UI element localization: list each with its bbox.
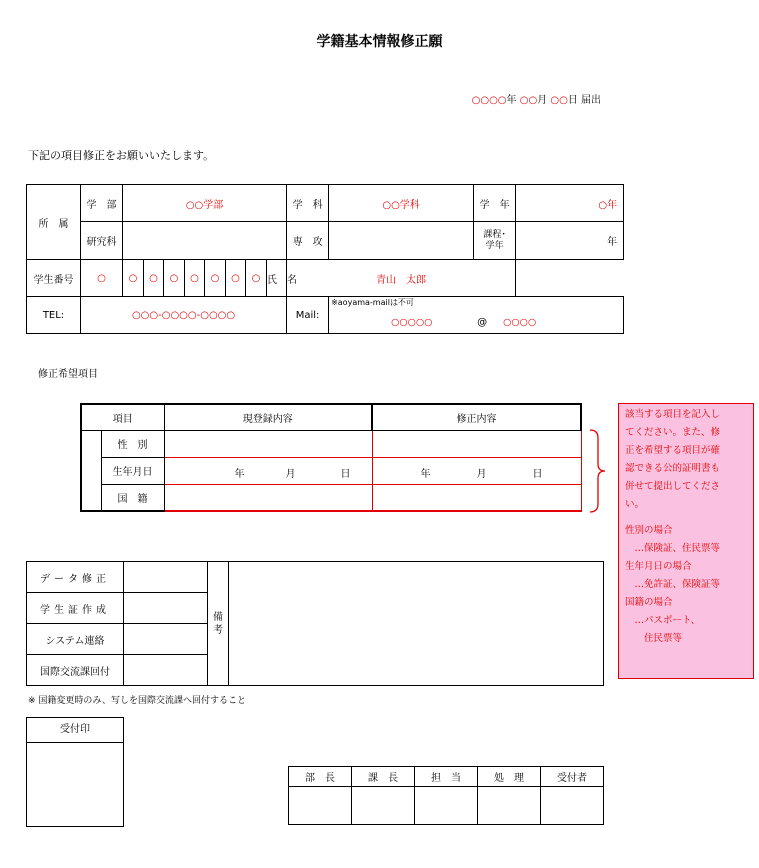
note-line: 認できる公的証明書も	[625, 463, 721, 474]
approval-head: 部 長	[289, 767, 352, 787]
student-number-digit[interactable]: ○	[144, 260, 164, 297]
student-number-digit[interactable]: ○	[164, 260, 185, 297]
department-label: 学 科	[287, 185, 329, 222]
grade-label: 学 年	[474, 185, 516, 222]
submission-date	[472, 91, 601, 106]
mail-at: @	[477, 317, 488, 328]
student-number-digit[interactable]: ○	[81, 260, 123, 297]
footnote: ※ 国籍変更時のみ、写しを国際交流課へ回付すること	[28, 696, 246, 706]
date-day[interactable]: ○○	[550, 95, 568, 106]
approval-stamp-cell[interactable]	[415, 787, 478, 825]
date-unit-month: 月	[476, 468, 487, 480]
row-spacer	[81, 430, 101, 511]
current-birthdate[interactable]	[164, 457, 372, 484]
row-label-birthdate: 生年月日	[101, 457, 164, 484]
student-number-digit[interactable]: ○	[205, 260, 226, 297]
note-case: …パスポート、	[625, 615, 701, 626]
new-birthdate[interactable]	[372, 457, 581, 484]
corrections-table	[80, 403, 582, 512]
student-number-label: 学生番号	[27, 260, 81, 297]
mail-note: ※aoyama-mailは不可	[331, 298, 414, 307]
note-line: い。	[625, 499, 645, 510]
approval-stamp-cell[interactable]	[478, 787, 541, 825]
approval-stamp-cell[interactable]	[541, 787, 604, 825]
note-line: 該当する項目を記入し	[625, 409, 721, 420]
course-label-line2: 学年	[485, 240, 504, 251]
note-case: 住民票等	[625, 633, 683, 644]
note-line: 併せて提出してくださ	[625, 481, 721, 492]
office-row-id-card: 学生証作成	[27, 593, 124, 624]
approval-stamp-cell[interactable]	[352, 787, 415, 825]
faculty-label: 学 部	[81, 185, 123, 222]
approval-head: 担 当	[415, 767, 478, 787]
office-row-system-contact: システム連絡	[27, 624, 124, 655]
student-number-digit[interactable]: ○	[226, 260, 246, 297]
name-value[interactable]: 青山 太郎	[287, 260, 516, 297]
office-check-cell[interactable]	[124, 624, 208, 655]
course-label	[474, 222, 516, 260]
date-suffix: 届出	[581, 95, 601, 106]
instruction-note	[618, 403, 754, 679]
date-unit-year: 年	[234, 468, 245, 480]
note-case: …保険証、住民票等	[625, 543, 721, 554]
date-unit-day: 日	[340, 468, 351, 480]
section-title-corrections: 修正希望項目	[38, 369, 98, 380]
row-label-gender: 性 別	[101, 430, 164, 457]
note-case: 生年月日の場合	[625, 561, 692, 572]
student-number-digit[interactable]: ○	[123, 260, 144, 297]
mail-domain[interactable]: ○○○○	[503, 317, 537, 328]
date-year[interactable]: ○○○○	[471, 95, 507, 106]
mail-label: Mail:	[287, 297, 329, 334]
date-unit-year: 年	[420, 468, 431, 480]
date-month-unit: 月	[537, 95, 548, 106]
reception-stamp-box[interactable]	[26, 717, 124, 827]
remarks-area[interactable]	[229, 562, 604, 686]
office-check-cell[interactable]	[124, 655, 208, 686]
date-year-unit: 年	[506, 95, 517, 106]
new-gender[interactable]	[372, 430, 581, 457]
header-item: 項目	[81, 404, 164, 430]
tel-label: TEL:	[27, 297, 81, 334]
grade-value[interactable]: ○年	[516, 185, 624, 222]
note-case: 国籍の場合	[625, 597, 673, 608]
name-label: 氏 名	[267, 260, 287, 297]
course-value[interactable]: 年	[516, 222, 624, 260]
intro-text: 下記の項目修正をお願いいたします。	[28, 149, 215, 162]
page-title: 学籍基本情報修正願	[316, 34, 443, 50]
mail-cell[interactable]	[329, 297, 624, 334]
note-line: 正を希望する項目が確	[625, 445, 721, 456]
faculty-value[interactable]: ○○学部	[123, 185, 287, 222]
header-new: 修正内容	[372, 404, 581, 430]
office-check-cell[interactable]	[124, 593, 208, 624]
date-unit-day: 日	[532, 468, 543, 480]
note-case: …免許証、保険証等	[625, 579, 721, 590]
remarks-label-text: 備考	[213, 611, 223, 636]
graduate-school-value[interactable]	[123, 222, 287, 260]
approval-table	[288, 766, 604, 825]
row-label-nationality: 国 籍	[101, 484, 164, 511]
office-use-table	[26, 561, 604, 686]
affiliation-label: 所 属	[27, 185, 81, 260]
approval-stamp-cell[interactable]	[289, 787, 352, 825]
student-info-table	[26, 184, 624, 334]
approval-head: 処 理	[478, 767, 541, 787]
note-case: 性別の場合	[625, 525, 673, 536]
approval-head: 課 長	[352, 767, 415, 787]
date-month[interactable]: ○○	[519, 95, 538, 106]
student-number-digit[interactable]: ○	[185, 260, 205, 297]
date-day-unit: 日	[567, 95, 578, 106]
header-current: 現登録内容	[164, 404, 372, 430]
office-check-cell[interactable]	[124, 562, 208, 593]
remarks-label	[208, 562, 229, 686]
major-label: 専 攻	[287, 222, 329, 260]
course-label-line1: 課程･	[483, 229, 506, 240]
tel-value[interactable]: ○○○-○○○○-○○○○	[81, 297, 287, 334]
approval-head: 受付者	[541, 767, 604, 787]
note-line: てください。また、修	[625, 427, 721, 438]
date-unit-month: 月	[285, 468, 296, 480]
current-nationality[interactable]	[164, 484, 372, 511]
bracket-icon	[588, 428, 608, 514]
department-value[interactable]: ○○学科	[329, 185, 474, 222]
major-value[interactable]	[329, 222, 474, 260]
new-nationality[interactable]	[372, 484, 581, 511]
office-row-international: 国際交流課回付	[27, 655, 124, 686]
mail-user[interactable]: ○○○○○	[391, 317, 433, 328]
current-gender[interactable]	[164, 430, 372, 457]
reception-stamp-label: 受付印	[27, 718, 123, 743]
student-number-digit[interactable]: ○	[246, 260, 267, 297]
graduate-school-label: 研究科	[81, 222, 123, 260]
office-row-data-correction: データ修正	[27, 562, 124, 593]
